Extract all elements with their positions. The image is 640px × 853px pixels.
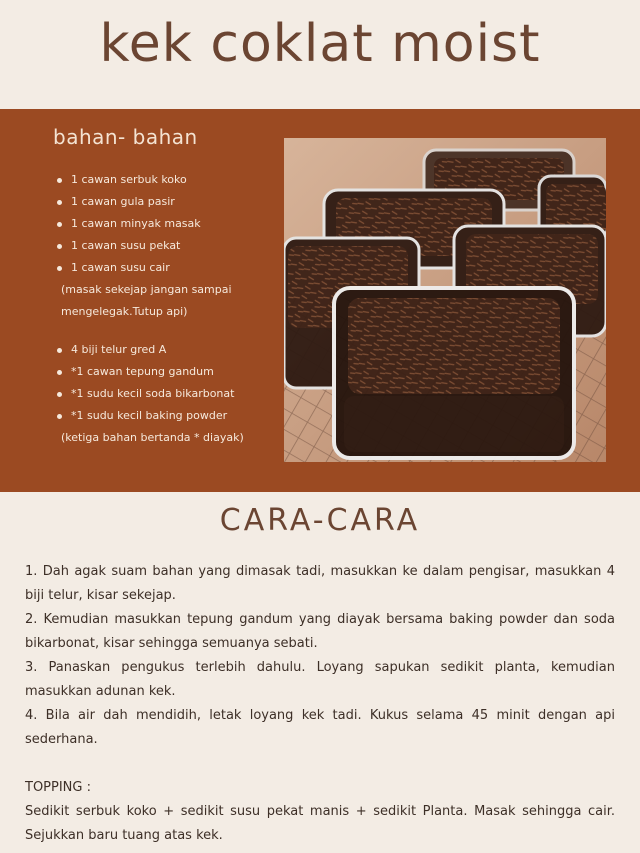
ingredients-panel (0, 109, 640, 492)
ingredient-note: (masak sekejap jangan sampai (61, 283, 232, 296)
step-text: 4. Bila air dah mendidih, letak loyang kek tadi. Kukus selama 45 minit dengan api sederhana. (25, 708, 615, 747)
list-item: 4 biji telur gred A (57, 339, 287, 361)
topping-text: Sedikit serbuk koko + sedikit susu pekat manis + sedikit Planta. Masak sehingga cair. Sejukkan baru tuang atas kek. (25, 804, 615, 843)
list-item: 1 cawan gula pasir (57, 191, 287, 213)
list-item: 1 cawan minyak masak (57, 213, 287, 235)
list-item: *1 sudu kecil baking powder (57, 405, 287, 427)
list-item: 1 cawan susu cair (57, 257, 287, 279)
ingredients-heading: bahan- bahan (53, 125, 198, 149)
topping-label: TOPPING : (25, 780, 91, 795)
method-heading: CARA-CARA (219, 503, 421, 538)
page-title: kek coklat moist (99, 14, 541, 74)
ingredient-note: mengelegak.Tutup api) (61, 305, 188, 318)
ingredient-note: (ketiga bahan bertanda * diayak) (61, 431, 244, 444)
cake-illustration (284, 138, 606, 462)
ingredients-list (57, 169, 287, 449)
step-text: 2. Kemudian masukkan tepung gandum yang diayak bersama baking powder dan soda bikarbonat, kisar sehingga semuanya sebati. (25, 612, 615, 651)
method-steps (25, 560, 615, 848)
list-item: 1 cawan serbuk koko (57, 169, 287, 191)
step-text: 1. Dah agak suam bahan yang dimasak tadi, masukkan ke dalam pengisar, masukkan 4 biji telur, kisar sekejap. (25, 564, 615, 603)
list-item: *1 sudu kecil soda bikarbonat (57, 383, 287, 405)
step-text: 3. Panaskan pengukus terlebih dahulu. Loyang sapukan sedikit planta, kemudian masukkan adunan kek. (25, 660, 615, 699)
list-item: 1 cawan susu pekat (57, 235, 287, 257)
chocolate-cake-photo (284, 138, 606, 462)
list-item: *1 cawan tepung gandum (57, 361, 287, 383)
